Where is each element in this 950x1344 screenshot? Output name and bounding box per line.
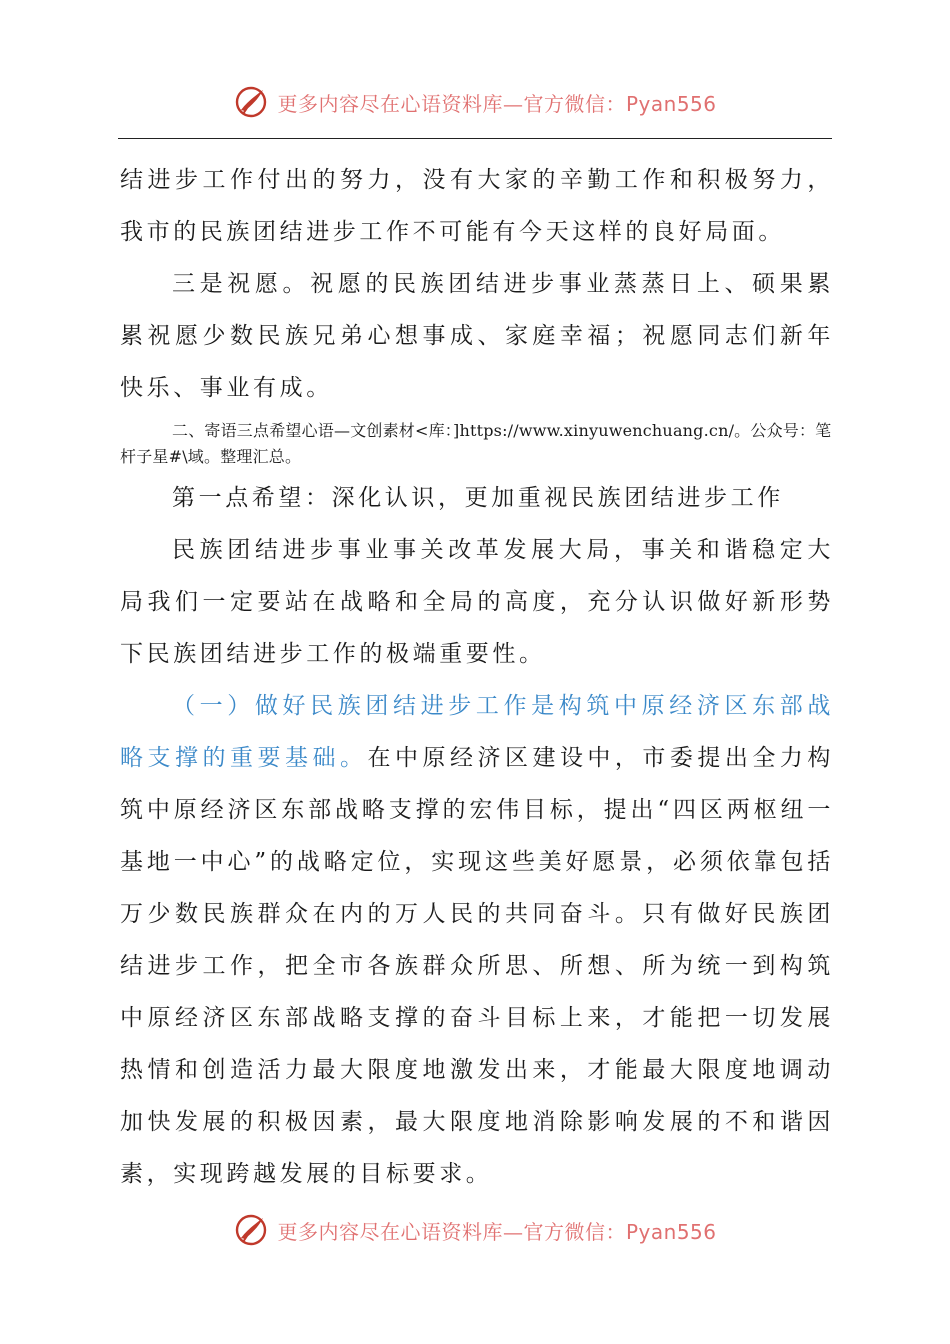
header-banner-id: Pyan556 <box>625 91 717 116</box>
document-body <box>120 154 834 1200</box>
header-banner-text <box>277 88 716 117</box>
quill-logo-icon <box>233 1212 269 1248</box>
header-divider <box>118 138 832 139</box>
footer-banner-id: Pyan556 <box>625 1219 717 1244</box>
section-heading: （一）做好民族团结进步工作是构筑中原经济区东部战略支撑的重要基础。 <box>120 693 834 771</box>
header-banner-cn: 更多内容尽在心语资料库—官方微信： <box>277 91 626 116</box>
paragraph-2: 三是祝愿。祝愿的民族团结进步事业蒸蒸日上、硕果累累祝愿少数民族兄弟心想事成、家庭幸福；祝愿同志们新年快乐、事业有成。 <box>120 271 834 401</box>
paragraph-1: 结进步工作付出的努力，没有大家的辛勤工作和积极努力，我市的民族团结进步工作不可能有今天这样的良好局面。 <box>120 167 834 245</box>
paragraph-source-note: 二、寄语三点希望心语—文创素材<库：]https://www.xinyuwenchuang.cn/。公众号：笔杆子星#\域。整理汇总。 <box>120 421 832 466</box>
section-body: 在中原经济区建设中，市委提出全力构筑中原经济区东部战略支撑的宏伟目标，提出“四区两枢纽一基地一中心”的战略定位，实现这些美好愿景，必须依靠包括万少数民族群众在内的万人民的共同奋斗。只有做好民族团结进步工作，把全市各族群众所思、所想、所为统一到构筑中原经济区东部战略支撑的奋斗目标上来，才能把一切发展热情和创造活力最大限度地激发出来，才能最大限度地调动加快发展的积极因素，最大限度地消除影响发展的不和谐因素，实现跨越发展的目标要求。 <box>120 745 834 1187</box>
footer-banner <box>0 1210 950 1250</box>
footer-banner-text <box>277 1216 716 1245</box>
paragraph-first-hope-title: 第一点希望：深化认识，更加重视民族团结进步工作 <box>172 485 784 511</box>
paragraph-3: 民族团结进步事业事关改革发展大局，事关和谐稳定大局我们一定要站在战略和全局的高度，充分认识做好新形势下民族团结进步工作的极端重要性。 <box>120 537 834 667</box>
header-banner <box>0 82 950 122</box>
paragraph-4 <box>120 680 834 1200</box>
quill-logo-icon <box>233 84 269 120</box>
footer-banner-cn: 更多内容尽在心语资料库—官方微信： <box>277 1219 626 1244</box>
